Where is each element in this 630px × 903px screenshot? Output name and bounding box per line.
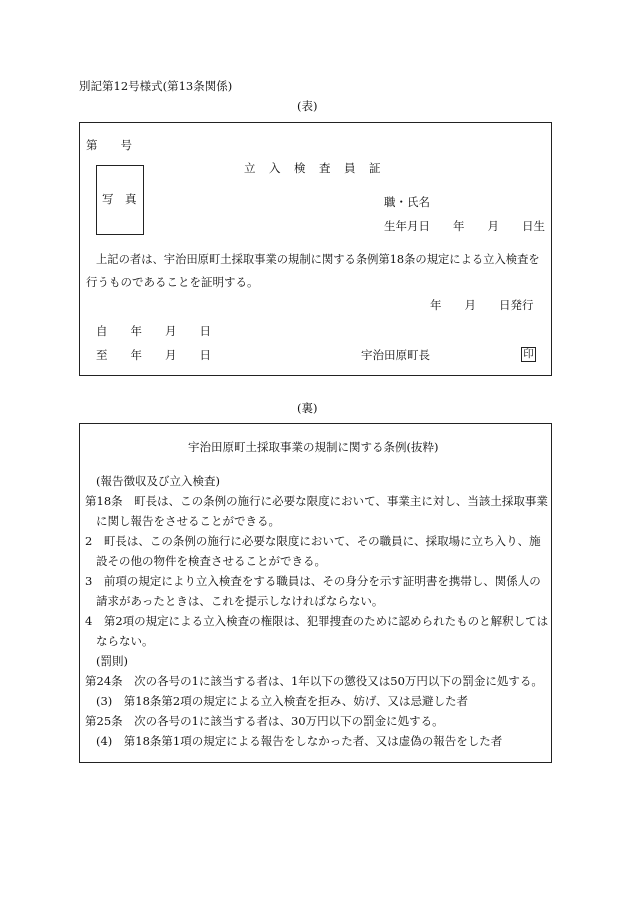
official-seal-mark: 印 [521, 347, 536, 362]
article-24: 第24条 次の各号の1に該当する者は、1年以下の懲役又は50万円以下の罰金に処する。 [85, 674, 543, 688]
valid-to: 至 年 月 日 [96, 348, 211, 362]
certificate-title: 立 入 検 査 員 証 [244, 161, 382, 175]
front-side-label: (表) [297, 99, 318, 113]
article-18-para-2-line-2: 設その他の物件を検査させることができる。 [96, 554, 326, 568]
back-card [79, 423, 552, 763]
certificate-number: 第 号 [86, 138, 132, 152]
article-18-para-4-line-1: 4 第2項の規定による立入検査の権限は、犯罪捜査のために認められたものと解釈しては [85, 614, 549, 628]
article-18-para-4-line-2: ならない。 [96, 634, 154, 648]
article-18-para-2-line-1: 2 町長は、この条例の施行に必要な限度において、その職員に、採取場に立ち入り、施 [85, 534, 541, 548]
ordinance-excerpt-title: 宇治田原町土採取事業の規制に関する条例(抜粋) [188, 440, 439, 454]
certification-line-2: 行うものであることを証明する。 [86, 275, 259, 289]
issuer-title: 宇治田原町長 [361, 348, 430, 362]
article-18-para-3-line-1: 3 前項の規定により立入検査をする職員は、その身分を示す証明書を携帯し、関係人の [85, 574, 541, 588]
form-header: 別記第12号様式(第13条関係) [79, 79, 233, 93]
heading-penalties: (罰則) [96, 654, 128, 668]
valid-from: 自 年 月 日 [96, 324, 211, 338]
photo-frame [96, 165, 144, 235]
heading-report-inspection: (報告徴収及び立入検査) [96, 474, 220, 488]
article-18-para-3-line-2: 請求があったときは、これを提示しなければならない。 [96, 594, 384, 608]
position-name-label: 職・氏名 [384, 195, 430, 209]
birthdate-label: 生年月日 年 月 日生 [384, 219, 545, 233]
article-18-para-1-line-1: 第18条 町長は、この条例の施行に必要な限度において、事業主に対し、当該土採取事業 [85, 494, 548, 508]
photo-label: 写 真 [102, 192, 137, 206]
article-24-item-3: (3) 第18条第2項の規定による立入検査を拒み、妨げ、又は忌避した者 [96, 694, 468, 708]
article-25: 第25条 次の各号の1に該当する者は、30万円以下の罰金に処する。 [85, 714, 444, 728]
certification-line-1: 上記の者は、宇治田原町土採取事業の規制に関する条例第18条の規定による立入検査を [96, 253, 540, 266]
front-card [79, 122, 552, 376]
article-25-item-4: (4) 第18条第1項の規定による報告をしなかった者、又は虚偽の報告をした者 [96, 734, 503, 748]
article-18-para-1-line-2: に関し報告をさせることができる。 [96, 514, 280, 528]
issue-date: 年 月 日発行 [430, 298, 534, 312]
back-side-label: (裏) [297, 401, 318, 415]
